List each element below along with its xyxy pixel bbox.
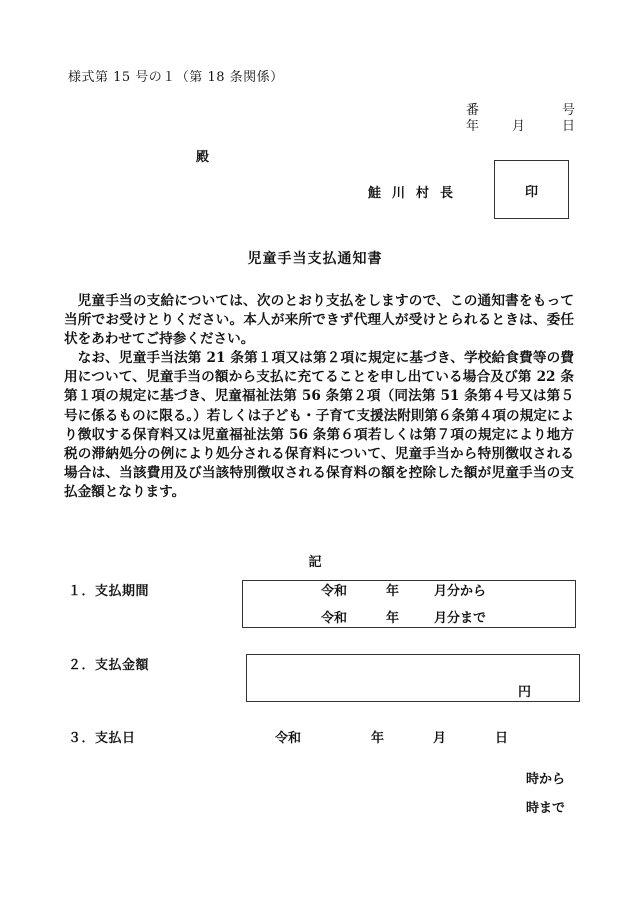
payment-period-label: １．支払期間 [68,584,150,599]
year-label: 年 [466,119,480,134]
period-to-year: 年 [386,611,400,626]
month-label: 月 [512,119,526,134]
payment-date-label: ３．支払日 [68,731,136,746]
period-to-era: 令和 [321,611,348,626]
time-to: 時まで [526,801,566,816]
form-number: 様式第 15 号の１（第 18 条関係） [68,70,284,85]
notice-paragraph-2: なお、児童手当法第 21 条第１項又は第２項に規定に基づき、学校給食費等の費用について、児童手当の額から支払に充てることを申し出ている場合及び第 22 条第１項の規定に基づき、児童福祉法第 56 条第２項（同法第 51 条第４号又は第５号に係るものに限る。）若しくは子ども・子育て支援法附則第６条第４項の規定により徴収する保育料又は児童福祉法第 56 条第６項若しくは第７項の規定により地方税の滞納処分の例により処分される保育料について、児童手当から特別徴収される場合は、当該費用及び当該特別徴収される保育料の額を控除した額が児童手当の支払金額となります。 [64,350,574,500]
date-day: 日 [495,731,509,746]
date-era: 令和 [275,731,302,746]
notice-paragraph-1: 児童手当の支給については、次のとおり支払をしますので、この通知書をもって当所でお受けとりください。本人が来所できず代理人が受けとられるときは、委任状をあわせてご持参ください。 [64,293,574,348]
payment-amount-label: ２．支払金額 [68,658,150,673]
period-from-era: 令和 [321,584,348,599]
seal-label: 印 [524,185,538,200]
period-from-year: 年 [386,584,400,599]
number-suffix: 号 [562,103,576,118]
date-month: 月 [433,731,447,746]
addressee-honorific: 殿 [196,150,210,165]
number-label: 番 [466,103,480,118]
date-year: 年 [371,731,385,746]
document-title: 児童手当支払通知書 [247,251,383,267]
period-from-month: 月分から [434,584,487,599]
day-label: 日 [562,119,576,134]
seal-box [494,160,569,219]
ki-heading: 記 [308,555,322,570]
notice-body [64,292,574,502]
time-from: 時から [526,772,566,787]
amount-unit: 円 [518,685,532,700]
issuer-title: 鮭川村長 [368,186,465,201]
issue-date [462,115,576,134]
reference-number [462,99,576,118]
period-to-month: 月分まで [434,611,487,626]
payment-period-box [242,580,576,628]
